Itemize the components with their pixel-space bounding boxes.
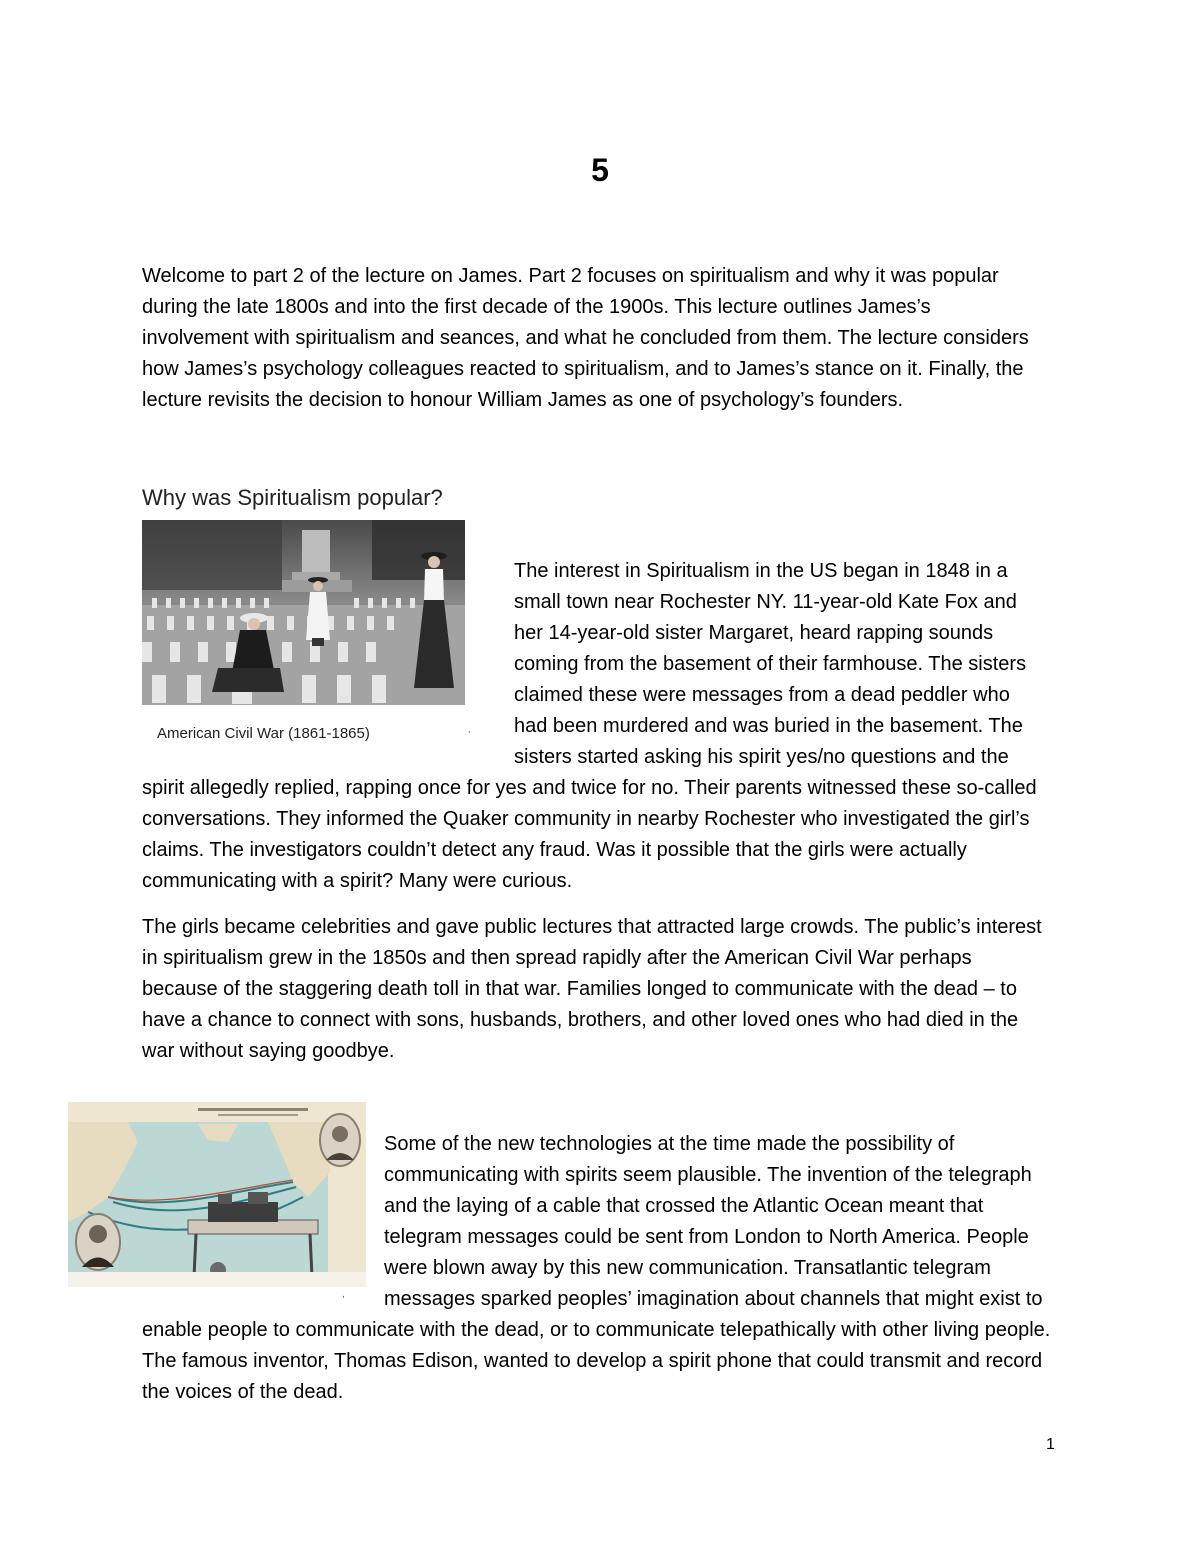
- photo-caption: American Civil War (1861-1865): [157, 725, 370, 742]
- technology-paragraph: Some of the new technologies at the time made the possibility of communicating with spirits seem plausible. The invention of the telegraph and the laying of a cable that crossed the Atlantic Ocean meant that telegram messages could be sent from London to North America. People were blown away by this new communication. Transatlantic telegram messages sparked peoples’ imagination about channels that might exist to enable people to communicate with the dead, or to communicate telepathically with other living people. The famous inventor, Thomas Edison, wanted to develop a spirit phone that could transmit and record the voices of the dead.: [142, 1133, 1051, 1403]
- section-heading: Why was Spiritualism popular?: [142, 485, 443, 510]
- map-wrap-spacer: [142, 1129, 384, 1314]
- page-number: 1: [1046, 1436, 1055, 1453]
- fox-sisters-paragraph-block: [142, 556, 1047, 897]
- photo-wrap-spacer: [142, 556, 514, 771]
- technology-paragraph-block: [142, 1129, 1054, 1408]
- intro-paragraph: Welcome to part 2 of the lecture on James. Part 2 focuses on spiritualism and why it was popular during the late 1800s and into the first decade of the 1900s. This lecture outlines James’s involvement with spiritualism and seances, and what he concluded from them. The lecture considers how James’s psychology colleagues reacted to spiritualism, and to James’s stance on it. Finally, the lecture revisits the decision to honour William James as one of psychology’s founders.: [142, 265, 1029, 411]
- image-anchor-mark: ’: [468, 730, 471, 741]
- image-anchor-mark-2: ,: [342, 1289, 345, 1300]
- chapter-number: 5: [591, 152, 609, 188]
- fox-sisters-paragraph: The interest in Spiritualism in the US began in 1848 in a small town near Rochester NY. 11-year-old Kate Fox and her 14-year-old sister Margaret, heard rapping sounds coming from the basement of their farmhouse. The sisters claimed these were messages from a dead peddler who had been murdered and was buried in the basement. The sisters started asking his spirit yes/no questions and the spirit allegedly replied, rapping once for yes and twice for no. Their parents witnessed these so-called conversations. They informed the Quaker community in nearby Rochester who investigated the girl’s claims. The investigators couldn’t detect any fraud. Was it possible that the girls were actually communicating with a spirit? Many were curious.: [142, 560, 1037, 892]
- celebrities-paragraph: The girls became celebrities and gave public lectures that attracted large crowds. The public’s interest in spiritualism grew in the 1850s and then spread rapidly after the American Civil War perhaps because of the staggering death toll in that war. Families longed to communicate with the dead – to have a chance to connect with sons, husbands, brothers, and other loved ones who had died in the war without saying goodbye.: [142, 916, 1042, 1062]
